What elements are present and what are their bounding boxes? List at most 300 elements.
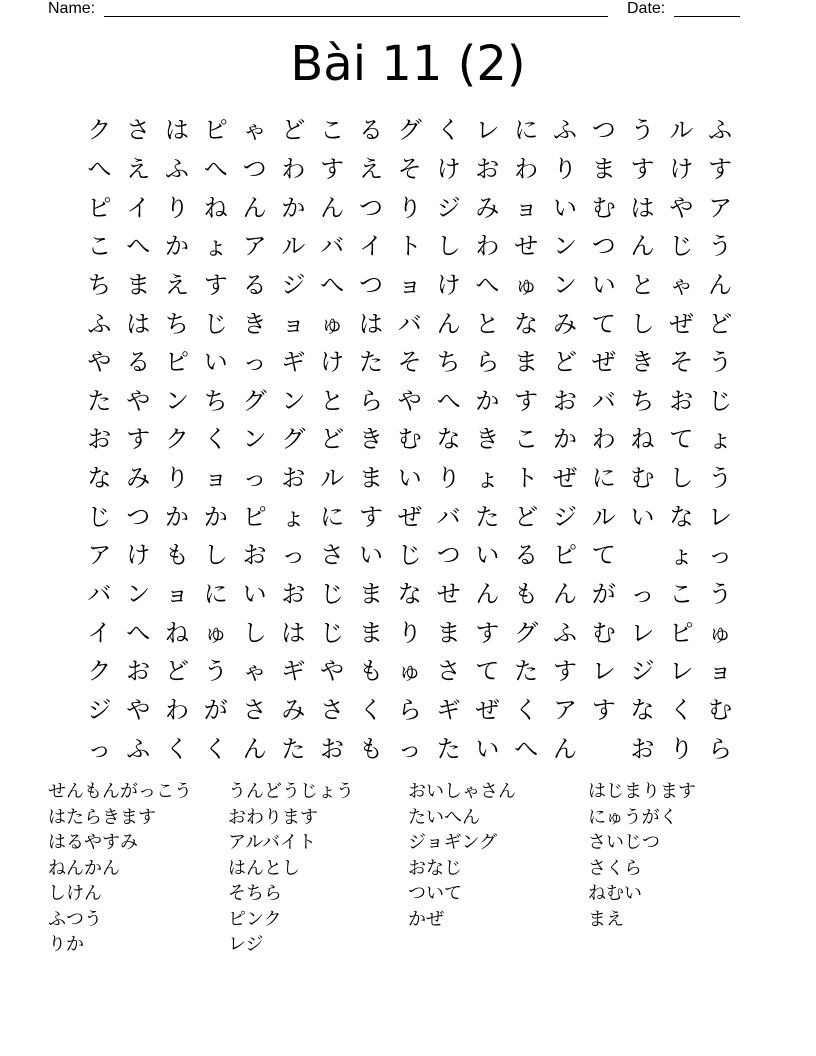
- word-item: おわります: [228, 806, 318, 828]
- grid-cell: つ: [591, 116, 616, 145]
- grid-cell: ん: [630, 232, 655, 261]
- grid-cell: な: [514, 309, 539, 338]
- grid-cell: ョ: [164, 580, 189, 608]
- grid-cell: ン: [552, 232, 577, 261]
- grid-cell: き: [630, 348, 655, 377]
- grid-cell: ョ: [203, 464, 228, 493]
- grid-cell: ち: [164, 309, 189, 338]
- grid-cell: わ: [475, 232, 500, 261]
- grid-cell: る: [514, 541, 539, 570]
- word-item: にゅうがく: [588, 806, 678, 828]
- grid-row: [80, 729, 740, 768]
- grid-cell: お: [242, 541, 267, 570]
- grid-cell: ゅ: [320, 309, 345, 338]
- word-item: まえ: [588, 908, 624, 930]
- grid-cell: も: [358, 657, 383, 686]
- grid-row: [80, 227, 740, 266]
- page-title: Bài 11 (2): [290, 36, 526, 92]
- grid-cell: ピ: [552, 541, 577, 570]
- grid-cell: き: [242, 309, 267, 338]
- grid-cell: か: [164, 502, 189, 531]
- grid-cell: ゃ: [669, 270, 694, 299]
- grid-cell: う: [203, 657, 228, 686]
- grid-cell: す: [126, 425, 151, 454]
- grid-cell: え: [126, 154, 151, 183]
- grid-cell: が: [591, 580, 616, 608]
- grid-cell: レ: [591, 657, 616, 686]
- grid-cell: ち: [630, 386, 655, 415]
- grid-cell: ン: [164, 386, 189, 415]
- grid-row: [80, 188, 740, 227]
- word-item: ねむい: [588, 883, 642, 904]
- grid-cell: ル: [320, 464, 345, 493]
- grid-cell: ょ: [281, 502, 306, 531]
- grid-cell: ギ: [281, 657, 306, 686]
- grid-cell: ア: [87, 541, 112, 570]
- grid-cell: む: [708, 695, 733, 724]
- grid-cell: う: [708, 580, 733, 608]
- grid-cell: さ: [242, 695, 267, 724]
- grid-cell: す: [203, 270, 228, 299]
- grid-cell: へ: [87, 154, 112, 183]
- grid-cell: な: [436, 425, 461, 454]
- word-item: ふつう: [48, 908, 102, 930]
- grid-row: [80, 343, 740, 382]
- word-item: レジ: [228, 934, 264, 955]
- grid-cell: い: [242, 580, 267, 608]
- word-item: ねんかん: [48, 857, 120, 879]
- grid-cell: が: [203, 695, 228, 724]
- grid-cell: バ: [591, 386, 616, 415]
- grid-cell: は: [358, 309, 383, 338]
- grid-cell: け: [669, 154, 694, 183]
- grid-cell: ピ: [669, 618, 694, 647]
- grid-cell: じ: [708, 386, 733, 415]
- grid-cell: と: [475, 309, 500, 338]
- grid-cell: て: [669, 425, 694, 454]
- grid-cell: わ: [591, 425, 616, 454]
- grid-cell: さ: [320, 695, 345, 724]
- grid-row: [80, 575, 740, 614]
- grid-cell: も: [164, 541, 189, 570]
- grid-cell: ク: [87, 116, 112, 145]
- grid-cell: ま: [514, 348, 539, 377]
- grid-cell: グ: [242, 386, 267, 415]
- grid-cell: う: [708, 348, 733, 377]
- grid-cell: こ: [669, 580, 694, 608]
- grid-cell: か: [475, 386, 500, 415]
- grid-cell: い: [358, 541, 383, 570]
- grid-cell: じ: [87, 502, 112, 531]
- grid-cell: り: [436, 464, 461, 493]
- grid-cell: バ: [320, 232, 345, 261]
- grid-cell: く: [669, 695, 694, 724]
- grid-cell: ン: [552, 270, 577, 299]
- grid-cell: こ: [514, 425, 539, 454]
- grid-cell: ふ: [552, 116, 577, 145]
- word-item: おいしゃさん: [408, 781, 516, 802]
- grid-cell: も: [358, 734, 383, 763]
- grid-cell: っ: [281, 541, 306, 570]
- grid-cell: ゃ: [242, 116, 267, 145]
- grid-cell: た: [281, 734, 306, 763]
- grid-cell: は: [164, 116, 189, 145]
- grid-row: [80, 150, 740, 189]
- grid-cell: ん: [242, 734, 267, 763]
- grid-cell: に: [591, 464, 616, 493]
- grid-cell: ト: [397, 232, 422, 261]
- grid-cell: し: [203, 541, 228, 570]
- grid-cell: じ: [669, 232, 694, 261]
- grid-cell: お: [126, 657, 151, 686]
- word-item: そちら: [228, 883, 282, 904]
- grid-cell: わ: [514, 154, 539, 183]
- grid-cell: や: [397, 386, 422, 415]
- grid-cell: バ: [397, 309, 422, 338]
- grid-cell: ど: [708, 309, 733, 338]
- grid-cell: き: [358, 425, 383, 454]
- word-item: りか: [48, 934, 84, 955]
- grid-cell: バ: [87, 580, 112, 608]
- grid-cell: へ: [320, 270, 345, 299]
- grid-cell: く: [436, 116, 461, 145]
- grid-cell: ア: [552, 695, 577, 724]
- grid-cell: レ: [630, 618, 655, 647]
- grid-cell: じ: [203, 309, 228, 338]
- grid-cell: ら: [708, 734, 733, 763]
- grid-cell: ぜ: [591, 348, 616, 377]
- grid-cell: や: [320, 657, 345, 686]
- grid-cell: こ: [87, 232, 112, 261]
- word-item: はたらきます: [48, 806, 156, 828]
- grid-cell: り: [669, 734, 694, 763]
- grid-cell: さ: [126, 116, 151, 145]
- grid-cell: け: [436, 270, 461, 299]
- word-item: ピンク: [228, 908, 282, 930]
- grid-cell: せ: [514, 232, 539, 261]
- grid-row: [80, 497, 740, 536]
- grid-cell: り: [164, 193, 189, 222]
- grid-cell: ら: [475, 348, 500, 377]
- grid-cell: み: [552, 309, 577, 338]
- grid-cell: な: [397, 580, 422, 608]
- grid-cell: つ: [126, 502, 151, 531]
- grid-cell: む: [397, 425, 422, 454]
- grid-cell: く: [358, 695, 383, 724]
- grid-cell: ョ: [281, 309, 306, 338]
- grid-cell: ョ: [397, 270, 422, 299]
- grid-cell: る: [358, 116, 383, 145]
- grid-cell: へ: [436, 386, 461, 415]
- grid-cell: ど: [281, 116, 306, 145]
- grid-cell: し: [669, 464, 694, 493]
- grid-cell: ジ: [436, 193, 461, 222]
- grid-row: [80, 381, 740, 420]
- word-item: かぜ: [408, 908, 444, 930]
- grid-cell: た: [87, 386, 112, 415]
- grid-cell: ピ: [242, 502, 267, 531]
- word-item: せんもんがっこう: [48, 781, 192, 802]
- grid-cell: ふ: [87, 309, 112, 338]
- grid-cell: い: [475, 541, 500, 570]
- grid-cell: ョ: [514, 193, 539, 222]
- grid-cell: う: [708, 464, 733, 493]
- grid-cell: や: [669, 193, 694, 222]
- word-item: さくら: [588, 857, 642, 879]
- header: [48, 0, 748, 22]
- grid-cell: ん: [320, 193, 345, 222]
- grid-cell: み: [281, 695, 306, 724]
- grid-cell: ル: [591, 502, 616, 531]
- grid-cell: す: [591, 695, 616, 724]
- grid-cell: ね: [203, 193, 228, 222]
- grid-cell: ク: [164, 425, 189, 454]
- grid-cell: つ: [242, 154, 267, 183]
- grid-cell: け: [320, 348, 345, 377]
- grid-cell: お: [475, 154, 500, 183]
- grid-cell: っ: [242, 464, 267, 493]
- grid-cell: っ: [242, 348, 267, 377]
- grid-cell: い: [630, 502, 655, 531]
- grid-cell: ま: [358, 580, 383, 608]
- grid-cell: け: [126, 541, 151, 570]
- grid-cell: た: [358, 348, 383, 377]
- grid-cell: ジ: [87, 695, 112, 724]
- grid-cell: ア: [708, 193, 733, 222]
- grid-cell: ク: [87, 657, 112, 686]
- grid-cell: グ: [514, 618, 539, 647]
- grid-row: [80, 613, 740, 652]
- grid-cell: ま: [436, 618, 461, 647]
- grid-cell: お: [669, 386, 694, 415]
- grid-cell: ふ: [708, 116, 733, 145]
- grid-cell: い: [591, 270, 616, 299]
- grid-cell: て: [591, 541, 616, 570]
- grid-cell: さ: [320, 541, 345, 570]
- grid-cell: ど: [552, 348, 577, 377]
- grid-cell: り: [397, 618, 422, 647]
- grid-cell: は: [281, 618, 306, 647]
- grid-cell: や: [126, 695, 151, 724]
- grid-cell: む: [630, 464, 655, 493]
- grid-cell: お: [320, 734, 345, 763]
- grid-row: [80, 111, 740, 150]
- grid-cell: は: [126, 309, 151, 338]
- grid-cell: く: [203, 425, 228, 454]
- grid-cell: ゅ: [514, 270, 539, 299]
- grid-row: [80, 536, 740, 575]
- grid-cell: と: [630, 270, 655, 299]
- grid-cell: お: [281, 464, 306, 493]
- grid-cell: ょ: [669, 541, 694, 570]
- grid-cell: こ: [320, 116, 345, 145]
- word-item: ついて: [408, 883, 462, 904]
- grid-cell: ゃ: [242, 657, 267, 686]
- grid-cell: つ: [358, 193, 383, 222]
- grid-cell: な: [630, 695, 655, 724]
- grid-cell: ね: [164, 618, 189, 647]
- grid-cell: つ: [591, 232, 616, 261]
- grid-cell: か: [203, 502, 228, 531]
- word-item: たいへん: [408, 806, 480, 828]
- grid-cell: し: [436, 232, 461, 261]
- grid-cell: す: [358, 502, 383, 531]
- grid-row: [80, 691, 740, 730]
- grid-cell: っ: [708, 541, 733, 570]
- grid-cell: ゅ: [708, 618, 733, 647]
- grid-cell: せ: [436, 580, 461, 608]
- grid-cell: ジ: [281, 270, 306, 299]
- grid-cell: ゅ: [203, 618, 228, 647]
- word-item: はじまります: [588, 781, 696, 802]
- grid-cell: す: [552, 657, 577, 686]
- grid-cell: て: [591, 309, 616, 338]
- grid-cell: ジ: [630, 657, 655, 686]
- grid-cell: ま: [358, 464, 383, 493]
- grid-cell: ら: [358, 386, 383, 415]
- grid-cell: う: [708, 232, 733, 261]
- grid-cell: っ: [87, 734, 112, 763]
- grid-cell: ょ: [475, 464, 500, 493]
- grid-cell: っ: [630, 580, 655, 608]
- grid-cell: ル: [669, 116, 694, 145]
- grid-cell: い: [475, 734, 500, 763]
- grid-cell: ん: [436, 309, 461, 338]
- grid-cell: ど: [514, 502, 539, 531]
- grid-row: [80, 459, 740, 498]
- grid-row: [80, 420, 740, 459]
- grid-cell: ち: [436, 348, 461, 377]
- grid-cell: ど: [164, 657, 189, 686]
- grid-cell: へ: [475, 270, 500, 299]
- grid-cell: く: [164, 734, 189, 763]
- grid-cell: バ: [436, 502, 461, 531]
- grid-cell: ま: [126, 270, 151, 299]
- grid-cell: む: [591, 618, 616, 647]
- grid-cell: す: [708, 154, 733, 183]
- grid-cell: す: [475, 618, 500, 647]
- word-item: ジョギング: [408, 832, 498, 853]
- word-column: [408, 779, 588, 958]
- grid-cell: に: [514, 116, 539, 145]
- grid-cell: す: [320, 154, 345, 183]
- grid-cell: り: [397, 193, 422, 222]
- grid-cell: ジ: [552, 502, 577, 531]
- grid-cell: い: [397, 464, 422, 493]
- grid-cell: じ: [320, 618, 345, 647]
- grid-cell: へ: [514, 734, 539, 763]
- grid-cell: は: [630, 193, 655, 222]
- grid-cell: み: [126, 464, 151, 493]
- grid-cell: か: [281, 193, 306, 222]
- grid-cell: け: [436, 154, 461, 183]
- grid-cell: イ: [358, 232, 383, 261]
- grid-cell: ョ: [708, 657, 733, 686]
- grid-cell: く: [203, 734, 228, 763]
- grid-cell: な: [669, 502, 694, 531]
- grid-cell: に: [320, 502, 345, 531]
- grid-cell: ぜ: [669, 309, 694, 338]
- date-blank-line: [674, 16, 740, 17]
- grid-cell: レ: [475, 116, 500, 145]
- word-list: [48, 779, 768, 958]
- grid-cell: ぜ: [475, 695, 500, 724]
- grid-cell: そ: [397, 348, 422, 377]
- grid-row: [80, 304, 740, 343]
- grid-cell: か: [164, 232, 189, 261]
- grid-cell: ぜ: [552, 464, 577, 493]
- grid-cell: へ: [126, 232, 151, 261]
- grid-cell: す: [514, 386, 539, 415]
- word-item: しけん: [48, 883, 102, 904]
- grid-cell: わ: [281, 154, 306, 183]
- grid-cell: た: [436, 734, 461, 763]
- grid-cell: ど: [320, 425, 345, 454]
- grid-cell: た: [475, 502, 500, 531]
- word-item: おなじ: [408, 857, 462, 879]
- grid-cell: ギ: [281, 348, 306, 377]
- grid-cell: み: [475, 193, 500, 222]
- grid-cell: ね: [630, 425, 655, 454]
- name-label: Name:: [48, 0, 96, 17]
- word-item: うんどうじょう: [228, 781, 354, 802]
- grid-cell: じ: [397, 541, 422, 570]
- grid-cell: む: [591, 193, 616, 222]
- grid-cell: イ: [126, 193, 151, 222]
- grid-cell: ピ: [164, 348, 189, 377]
- grid-cell: へ: [203, 154, 228, 183]
- grid-cell: ふ: [164, 154, 189, 183]
- grid-cell: や: [87, 348, 112, 377]
- grid-cell: そ: [397, 154, 422, 183]
- grid-cell: ら: [397, 695, 422, 724]
- grid-cell: グ: [281, 425, 306, 454]
- word-column: [588, 779, 768, 958]
- grid-cell: り: [552, 154, 577, 183]
- grid-cell: る: [126, 348, 151, 377]
- grid-cell: お: [552, 386, 577, 415]
- grid-cell: し: [630, 309, 655, 338]
- grid-cell: た: [514, 657, 539, 686]
- grid-cell: ト: [514, 464, 539, 493]
- grid-cell: お: [87, 425, 112, 454]
- grid-cell: ょ: [708, 425, 733, 454]
- grid-cell: に: [203, 580, 228, 608]
- grid-cell: り: [164, 464, 189, 493]
- grid-cell: て: [475, 657, 500, 686]
- grid-cell: ま: [358, 618, 383, 647]
- grid-cell: く: [514, 695, 539, 724]
- grid-cell: ん: [552, 580, 577, 608]
- grid-cell: ん: [242, 193, 267, 222]
- grid-cell: イ: [87, 618, 112, 647]
- word-item: はるやすみ: [48, 832, 138, 853]
- word-column: [228, 779, 408, 958]
- word-column: [48, 779, 228, 958]
- grid-cell: え: [358, 154, 383, 183]
- grid-cell: や: [126, 386, 151, 415]
- grid-cell: も: [514, 580, 539, 608]
- grid-cell: さ: [436, 657, 461, 686]
- grid-cell: ん: [552, 734, 577, 763]
- grid-cell: ふ: [126, 734, 151, 763]
- grid-cell: レ: [669, 657, 694, 686]
- grid-row: [80, 652, 740, 691]
- grid-cell: ピ: [87, 193, 112, 222]
- grid-cell: グ: [397, 116, 422, 145]
- word-item: さいじつ: [588, 832, 660, 853]
- grid-cell: ギ: [436, 695, 461, 724]
